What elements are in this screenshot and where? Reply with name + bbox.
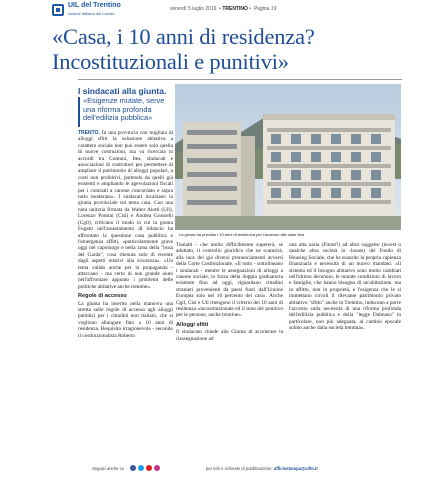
contact-email[interactable]: ufficiostampa@uiltn.it <box>273 466 318 471</box>
twitter-icon[interactable] <box>138 465 144 471</box>
paragraph: La giunta ha inserito nella manovra una stretta sulle regole di accesso agli alloggi pubblici per i cittadini non italiani, che si vogliono allungare fino a 10 anni di residenza. Requisito irragionevole - secondo il costituzionalista Roberto <box>78 300 173 339</box>
photo-illustration <box>175 84 401 230</box>
subheading: Regole di accesso <box>78 293 127 300</box>
issue-date: venerdì 5 luglio 2019 <box>170 6 217 12</box>
paragraph: Toniatti - che molto difficilmente supererà, se adottato, il controllo giuridico che ne scaturirà, alla luce dei già diversi pronunciamenti avversi della Corte Costituzionale. «Il tutto - sottolineano i sindacati - mentre le assegnazioni di alloggi a canone sociale, in forza della doppia graduatoria esistente fino ad oggi, riguardano cittadini stranieri provenienti da paesi fuori dall'Unione Europea solo nel 10 percento dei casi». Anche Cgil, Cisl e Uil ritengono il criterio dei 10 anni di residenza «incostituzionale ed il tono del punitivo per le persone, anche trentine». <box>176 242 283 319</box>
org-subtitle: Unione Italiana del Lavoro <box>68 11 115 16</box>
article-column-1 <box>78 130 173 470</box>
photo-caption: La giunta ha previsto i 10 anni di residenza per l'accesso alle case Itea <box>179 232 305 237</box>
article-column-2 <box>176 242 283 462</box>
uil-logo-icon <box>52 4 64 16</box>
article-column-3 <box>289 242 401 462</box>
masthead <box>0 0 431 22</box>
article-photo <box>175 84 401 230</box>
page-number: Pagina 19 <box>253 6 277 12</box>
paragraph: Il sindacato chiede alla Giunta di accelerare la riassegnazione ad <box>176 329 283 342</box>
headline: «Casa, i 10 anni di residenza? Incostituzionali e punitivi» <box>52 24 315 74</box>
contact-label: per info e richieste di pubblicazione: <box>206 466 273 471</box>
footer <box>0 462 431 477</box>
kicker: I sindacati alla giunta. <box>78 86 167 96</box>
subheading: Alloggi sfitti <box>176 321 209 328</box>
dateline: TRENTO. <box>78 130 100 136</box>
paragraph <box>78 130 173 290</box>
youtube-icon[interactable] <box>146 465 152 471</box>
pull-quote: «Esigenze mutate, serve una riforma profonda dell'edilizia pubblica» <box>83 96 165 123</box>
column-text: In una provincia con migliaia di alloggi sfitti la soluzione abitativa a carattere sociale non può essere solo quella di nuove costruzioni, ma va ricercata in accordi tra Comuni, Itea, sindacati e associazioni di costruttori per permettere di ampliare il patrimonio di alloggi popolari, a costi non proibitivi, partendo da quelli già esistenti e ampliando le agevolazioni fiscali per i contratti a canone concordato e sopra tutto moderato». I sindacati incalzano la giunta provinciale sul tema casa. Con una nota unitaria firmata da Walter Alotti (Uil), Lorenzo Pomini (Cisl) e Andrea Grosselli (Cgil), criticano il modo in cui la giunta Fugatti nell'assestamento di bilancio ha affrontato la questione casa pubblica e l'emergenza affitti, «particolarmente grave oggi nel capoluogo e nella zona della "busa del Garda", cosa ritenuta solo di recente dagli aspetti relativi alla sicurezza». «Un tema valido anche per la propaganda - attaccano - ma certo di non grande aiuto nell'affrontare appunto i problemi delle politiche abitative anche trentine». <box>78 130 174 290</box>
instagram-icon[interactable] <box>154 465 160 471</box>
section-name: TRENTINO <box>222 6 248 12</box>
follow-label: Seguici anche su <box>92 466 124 471</box>
facebook-icon[interactable] <box>130 465 136 471</box>
paragraph: una alta naria (Finint?) ad altro soggetto (invest o qualche altra società in -house) del Fondo di Housing Sociale, che ha esaurito la propria capienza finanziaria e necessità di un nuovo mandato. «Il sistema ed il bisogno abitativo sono molto cambiati nell'ultimo decennio, le mutate condizioni di lavoro e famiglie, che hanno bisogno di un'abitazione, ma in affitto, non in proprietà, e l'esigenza che le si immettano circoli il rilevante patrimonio privato abitativo "sfitto" anche in Trentino, inducono a porre l'accento sulla necessità di una riforma profonda dell'edilizia pubblica e della "legge Dalmaso" in particolare, non più adeguata, al cambio epocale subito anche dalla società trentina». <box>289 242 402 332</box>
contact-line <box>206 466 318 471</box>
quote-bar <box>78 97 80 127</box>
divider <box>78 79 402 80</box>
org-name: UIL del Trentino <box>68 2 121 9</box>
date-line: venerdì 5 luglio 2019 • TRENTINO • Pagina 19 <box>170 6 277 12</box>
